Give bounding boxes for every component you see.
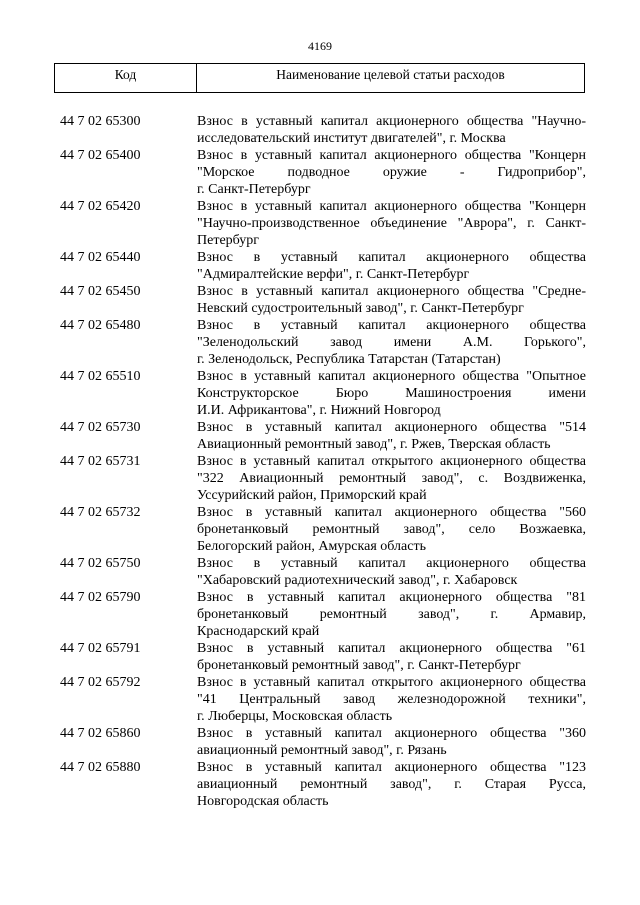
table-row (0, 249, 640, 283)
row-code: 44 7 02 65860 (60, 726, 141, 741)
row-description (197, 759, 586, 810)
description-line: Белогорский район, Амурская область (197, 539, 426, 554)
row-description (197, 555, 586, 589)
row-description (197, 249, 586, 283)
table-header (54, 63, 585, 93)
description-line: г. Люберцы, Московская область (197, 709, 393, 724)
description-line: Уссурийский район, Приморский край (197, 488, 427, 503)
row-description (197, 674, 586, 725)
row-code: 44 7 02 65440 (60, 250, 141, 265)
description-line: Взнос в уставный капитал акционерного общества "Опытное (197, 369, 586, 384)
description-line: Конструкторское Бюро Машиностроения имени (197, 386, 586, 401)
description-line: Взнос в уставный капитал акционерного общества "Средне- (197, 284, 586, 299)
row-code: 44 7 02 65420 (60, 199, 141, 214)
table-body (0, 113, 640, 810)
table-row (0, 147, 640, 198)
page-number: 4169 (308, 39, 332, 53)
row-description (197, 283, 586, 317)
table-row (0, 504, 640, 555)
row-code: 44 7 02 65450 (60, 284, 141, 299)
description-line: Взнос в уставный капитал акционерного общества (197, 556, 586, 571)
row-code: 44 7 02 65731 (60, 454, 141, 469)
description-line: бронетанковый ремонтный завод", село Возжаевка, (197, 522, 586, 537)
description-line: Взнос в уставный капитал акционерного общества "Научно- (197, 114, 586, 129)
row-description (197, 368, 586, 419)
row-code: 44 7 02 65730 (60, 420, 141, 435)
description-line: Взнос в уставный капитал открытого акционерного общества (197, 454, 586, 469)
description-line: Взнос в уставный капитал акционерного общества (197, 318, 586, 333)
description-line: бронетанковый ремонтный завод", г. Армавир, (197, 607, 586, 622)
row-description (197, 640, 586, 674)
row-code: 44 7 02 65400 (60, 148, 141, 163)
description-line: Взнос в уставный капитал акционерного общества "514 (197, 420, 586, 435)
description-line: бронетанковый ремонтный завод", г. Санкт-Петербург (197, 658, 521, 673)
description-line: "Морское подводное оружие - Гидроприбор", (197, 165, 586, 180)
description-line: Взнос в уставный капитал акционерного общества "81 (197, 590, 586, 605)
description-line: Взнос в уставный капитал акционерного общества "560 (197, 505, 586, 520)
table-row (0, 640, 640, 674)
table-row (0, 113, 640, 147)
description-line: "Научно-производственное объединение "Аврора", г. Санкт- (197, 216, 586, 231)
row-description (197, 113, 586, 147)
description-line: г. Санкт-Петербург (197, 182, 311, 197)
description-line: Взнос в уставный капитал акционерного общества (197, 250, 586, 265)
row-description (197, 317, 586, 368)
name-column-header: Наименование целевой статьи расходов (276, 67, 505, 82)
description-line: Новгородская область (197, 794, 329, 809)
code-column-header: Код (55, 64, 197, 92)
table-row (0, 317, 640, 368)
description-line: Петербург (197, 233, 259, 248)
table-row (0, 453, 640, 504)
description-line: Авиационный ремонтный завод", г. Ржев, Тверская область (197, 437, 551, 452)
description-line: г. Зеленодольск, Республика Татарстан (Татарстан) (197, 352, 501, 367)
table-row (0, 759, 640, 810)
description-line: Взнос в уставный капитал открытого акционерного общества (197, 675, 586, 690)
row-description (197, 147, 586, 198)
table-row (0, 419, 640, 453)
description-line: "Хабаровский радиотехнический завод", г. Хабаровск (197, 573, 518, 588)
description-line: Взнос в уставный капитал акционерного общества "360 (197, 726, 586, 741)
row-description (197, 504, 586, 555)
description-line: Взнос в уставный капитал акционерного общества "Концерн (197, 199, 586, 214)
row-description (197, 198, 586, 249)
description-line: "322 Авиационный ремонтный завод", с. Воздвиженка, (197, 471, 586, 486)
row-code: 44 7 02 65732 (60, 505, 141, 520)
row-code: 44 7 02 65480 (60, 318, 141, 333)
table-row (0, 589, 640, 640)
row-code: 44 7 02 65880 (60, 760, 141, 775)
description-line: "Зеленодольский завод имени А.М. Горького", (197, 335, 586, 350)
row-code: 44 7 02 65790 (60, 590, 141, 605)
row-description (197, 419, 586, 453)
description-line: "41 Центральный завод железнодорожной техники", (197, 692, 586, 707)
table-row (0, 555, 640, 589)
row-description (197, 453, 586, 504)
description-line: "Адмиралтейские верфи", г. Санкт-Петербург (197, 267, 470, 282)
description-line: Взнос в уставный капитал акционерного общества "123 (197, 760, 586, 775)
row-code: 44 7 02 65510 (60, 369, 141, 384)
table-row (0, 725, 640, 759)
table-row (0, 198, 640, 249)
description-line: И.И. Африкантова", г. Нижний Новгород (197, 403, 441, 418)
row-code: 44 7 02 65750 (60, 556, 141, 571)
description-line: Краснодарский край (197, 624, 320, 639)
row-code: 44 7 02 65300 (60, 114, 141, 129)
row-description (197, 589, 586, 640)
description-line: Невский судостроительный завод", г. Санкт-Петербург (197, 301, 524, 316)
description-line: исследовательский институт двигателей", г. Москва (197, 131, 506, 146)
description-line: Взнос в уставный капитал акционерного общества "Концерн (197, 148, 586, 163)
row-code: 44 7 02 65792 (60, 675, 141, 690)
description-line: авиационный ремонтный завод", г. Старая Русса, (197, 777, 586, 792)
row-code: 44 7 02 65791 (60, 641, 141, 656)
row-description (197, 725, 586, 759)
table-row (0, 368, 640, 419)
table-row (0, 674, 640, 725)
table-row (0, 283, 640, 317)
description-line: авиационный ремонтный завод", г. Рязань (197, 743, 447, 758)
description-line: Взнос в уставный капитал акционерного общества "61 (197, 641, 586, 656)
